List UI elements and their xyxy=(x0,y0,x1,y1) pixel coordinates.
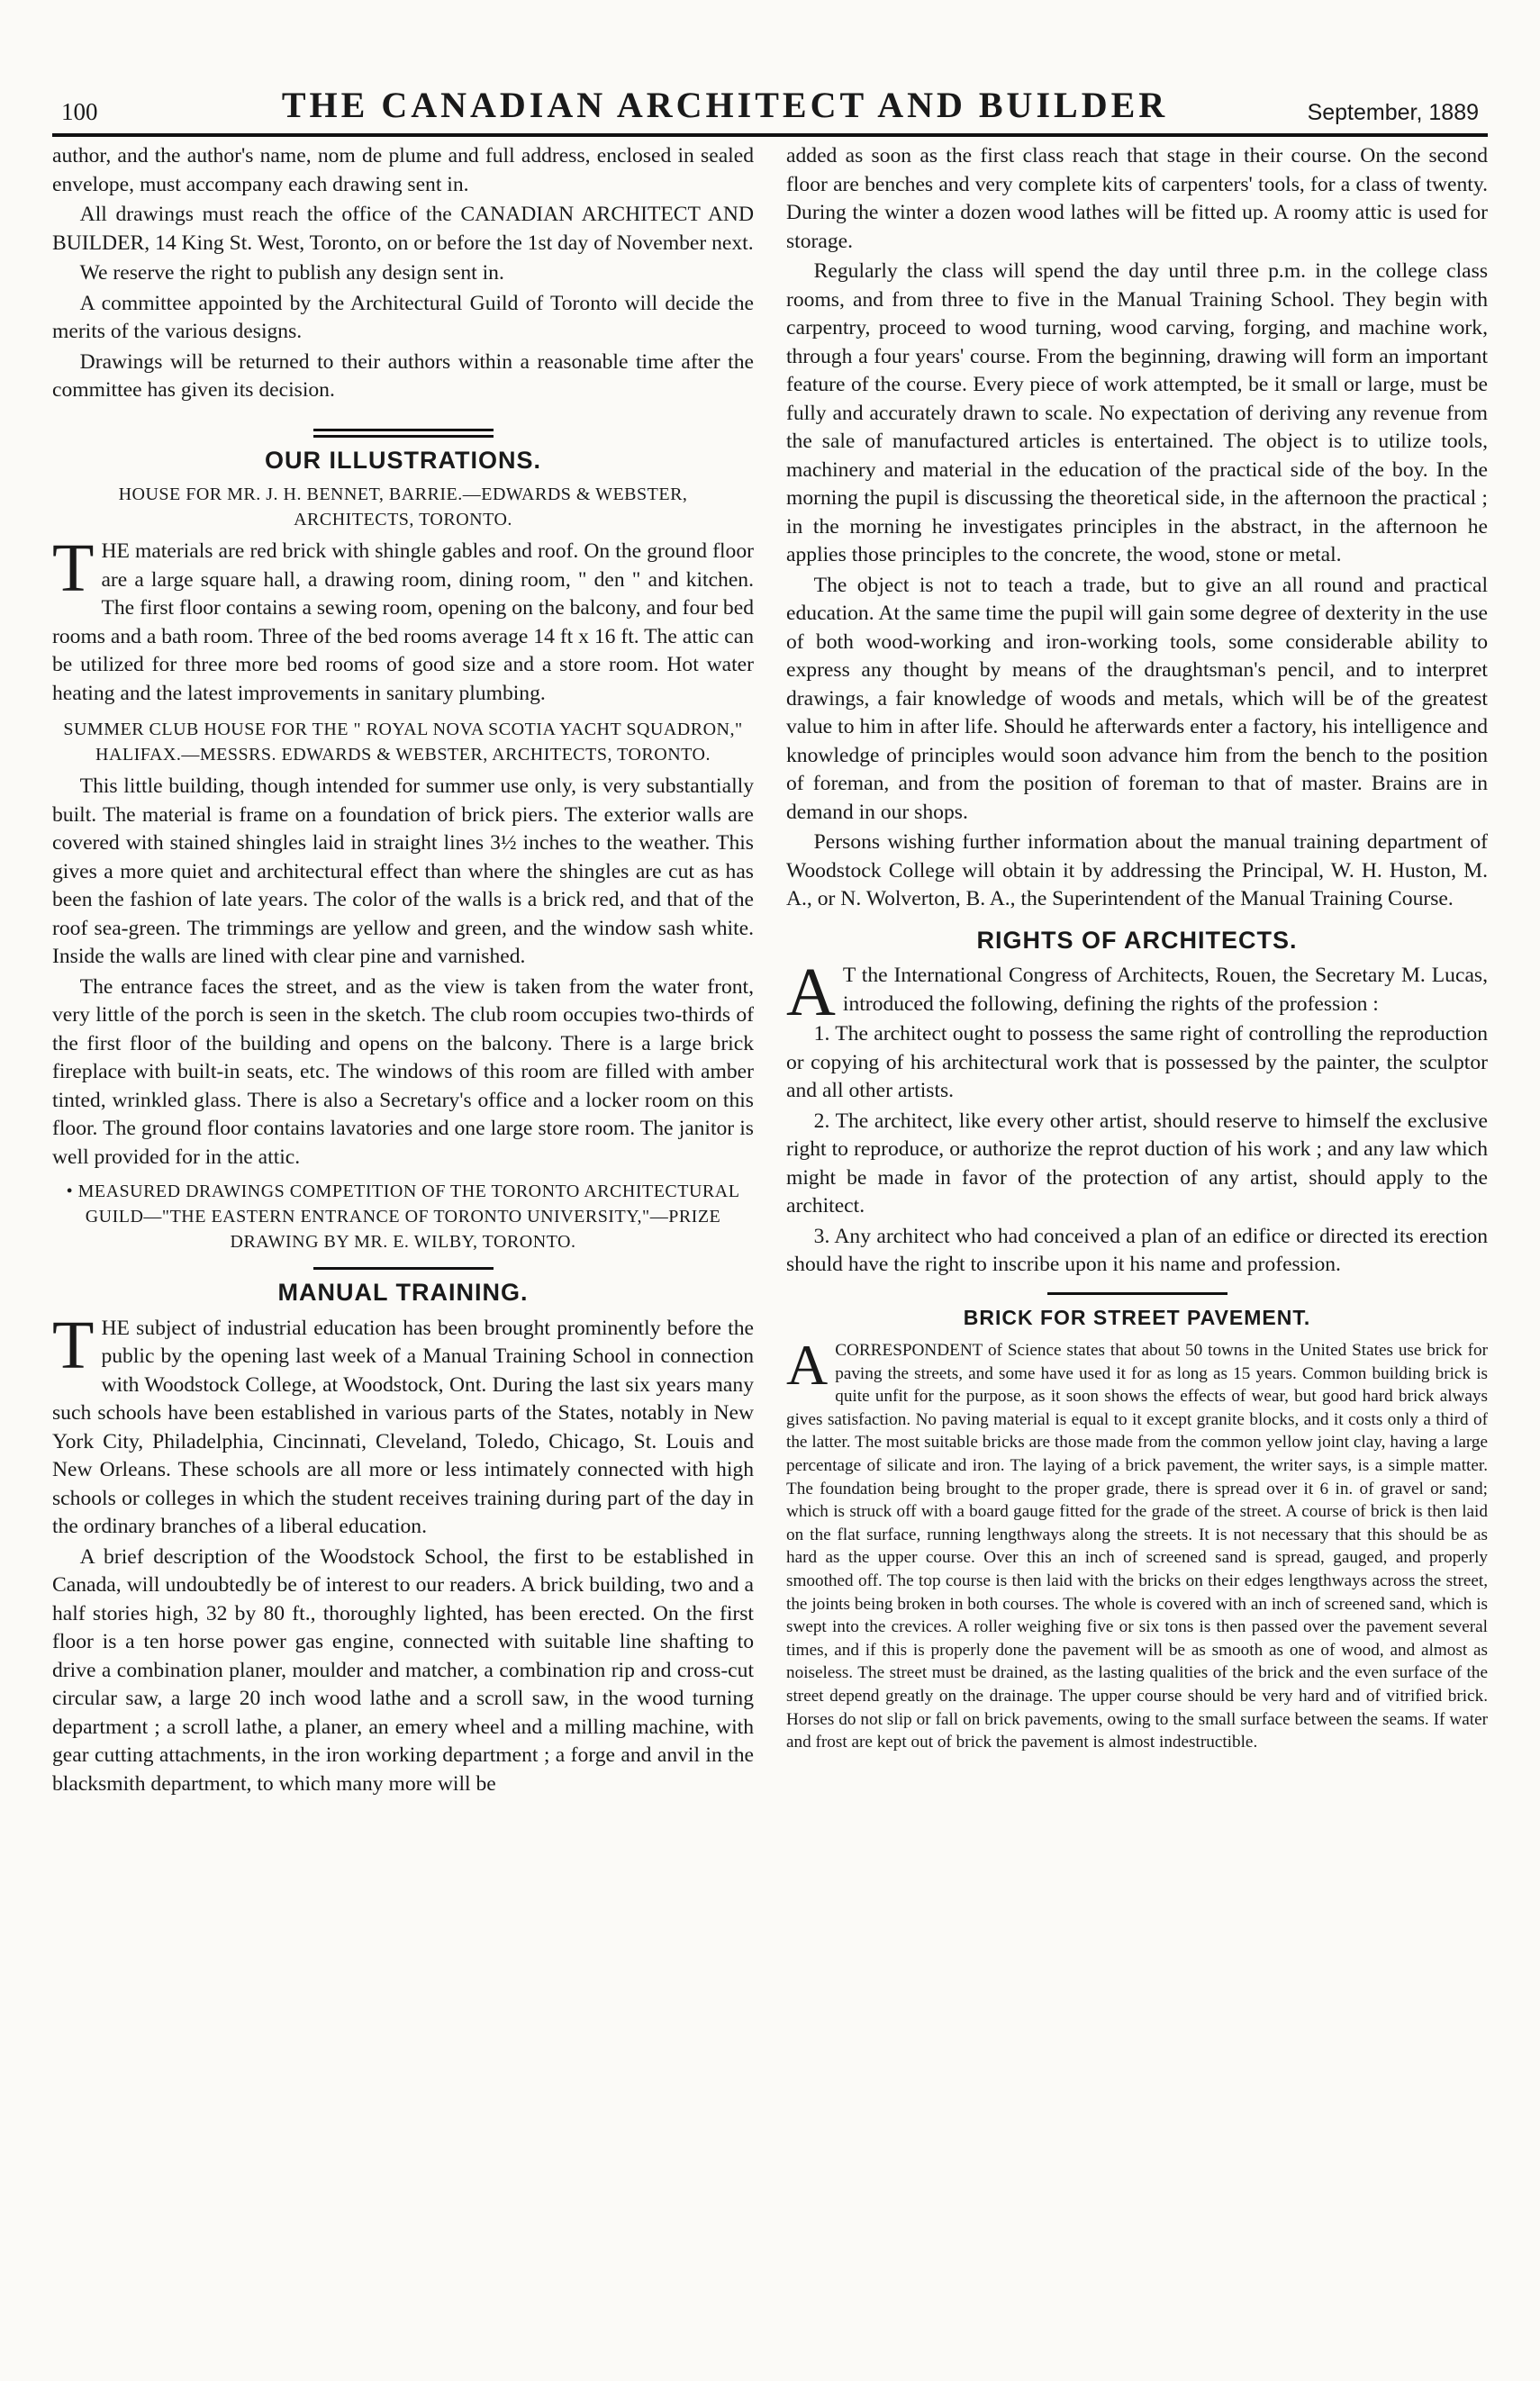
manual-paragraph: A brief description of the Woodstock School, the first to be established in Canada, will undoubtedly be of interest to our readers. A brick building, two and a half stories high, 32 by 80 ft., thoroughly lighted, has been erected. On the first floor is a ten horse power gas engine, connected with suitable line shafting to drive a combination planer, moulder and matcher, a combination rip and cross-cut circular saw, a large 20 inch wood lathe and a scroll saw, in the wood turning department ; a scroll lathe, a planer, an emery wheel and a milling machine, with gear cutting attachments, in the iron working department ; a forge and anvil in the blacksmith department, to which many more will be xyxy=(52,1544,754,1796)
section-divider xyxy=(313,429,494,438)
rights-item: 2. The architect, like every other artist, should reserve to himself the exclusive right to reproduce, or authorize the reprot duction of his work ; and any law which might be made in favor of the protection of any artist, should apply to the architect. xyxy=(786,1109,1488,1218)
drop-cap: A xyxy=(786,1333,829,1397)
issue-date: September, 1889 xyxy=(1307,100,1479,125)
intro-paragraph: author, and the author's name, nom de plume and full address, enclosed in sealed envelope, must accompany each drawing sent in. xyxy=(52,144,754,196)
section-divider xyxy=(313,1267,494,1270)
rights-item: 3. Any architect who had conceived a plan of an edifice or directed its erection should have the right to inscribe upon it his name and profession. xyxy=(786,1224,1488,1276)
columns xyxy=(52,142,1488,2367)
manual-title: MANUAL TRAINING. xyxy=(277,1279,529,1306)
rights-intro xyxy=(786,955,1488,1030)
intro-paragraph: A committee appointed by the Architectural Guild of Toronto will decide the merits of the various designs. xyxy=(52,291,754,343)
header-rule xyxy=(52,133,1488,137)
drop-cap: T xyxy=(52,530,95,606)
drop-cap: T xyxy=(52,1307,95,1383)
illustrations-title: OUR ILLUSTRATIONS. xyxy=(265,446,541,474)
club-heading: SUMMER CLUB HOUSE FOR THE " ROYAL NOVA SCOTIA YACHT SQUADRON," HALIFAX.—MESSRS. EDWARDS & WEBSTER, ARCHITECTS, TORONTO. xyxy=(63,720,743,765)
brick-text: CORRESPONDENT of Science states that about 50 towns in the United States use brick for paving the streets, and some have used it for as long as 15 years. Common building brick is quite unfit for the purpose, as it soon shows the effects of wear, but good hard brick always gives satisfaction. No paving material is equal to it except granite blocks, and it costs only a third of the latter. The most suitable bricks are those made from the common yellow joint clay, having a large percentage of silicate and iron. The laying of a brick pavement, the writer says, is a simple matter. The foundation being brought to the proper grade, there is spread over it 6 in. of gravel or sand; which is struck off with a board gauge fitted for the grade of the street. A course of brick is then laid on the flat surface, running lengthways along the streets. It is not necessary that this should be as hard as the upper course. Over this an inch of screened sand is spread, gauged, and properly smoothed off. The top course is then laid with the bricks on their edges lengthways across the street, the joints being broken in both courses. The whole is covered with an inch of screened sand, which is swept into the crevices. A roller weighing five or six tons is then passed over the pavement several times, and if this is properly done the pavement will be as smooth as one of wood, and almost as noiseless. The street must be drained, as the lasting qualities of the brick and the even surface of the street depend greatly on the drainage. The upper course should be very hard and of vitrified brick. Horses do not slip or fall on brick pavements, owing to the small surface between the seams. If water and frost are kept out of brick the pavement is almost indestructible. xyxy=(786,1341,1488,1752)
brick-paragraph xyxy=(786,1333,1488,1754)
house-heading: HOUSE FOR MR. J. H. BENNET, BARRIE.—EDWARDS & WEBSTER, ARCHITECTS, TORONTO. xyxy=(118,484,688,530)
brick-article xyxy=(786,1333,1488,1754)
manual-paragraph xyxy=(52,1307,754,1542)
page-header xyxy=(52,72,1488,126)
manual-text: HE subject of industrial education has been brought prominently before the public by the opening last week of a Manual Training School in connection with Woodstock College, at Woodstock, Ont. During the last six years many such schools have been established in various parts of the States, notably in New York City, Philadelphia, Cincinnati, Cleveland, Toledo, Chicago, St. Louis and New Orleans. These schools are all more or less intimately connected with high schools or colleges in which the student receives training during part of the day in the ordinary branches of a liberal education. xyxy=(52,1316,754,1538)
manual-continued-paragraph: Persons wishing further information about the manual training department of Woodstock College will obtain it by addressing the Principal, W. H. Huston, M. A., or N. Wolverton, B. A., the Superintendent of the Manual Training Course. xyxy=(786,830,1488,910)
page-number: 100 xyxy=(61,98,98,125)
intro-paragraph: Drawings will be returned to their authors within a reasonable time after the committee has given its decision. xyxy=(52,349,754,402)
rights-title: RIGHTS OF ARCHITECTS. xyxy=(976,926,1298,954)
left-column xyxy=(52,142,754,2367)
club-paragraph: The entrance faces the street, and as the view is taken from the water front, very little of the porch is seen in the sketch. The club room occupies two-thirds of the first floor of the building and opens on the balcony. There is a large brick fireplace with built-in seats, etc. The windows of this room are filled with amber tinted, wrinkled glass. There is also a Secretary's office and a locker room on this floor. The ground floor contains lavatories and one large store room. The janitor is well provided for in the attic. xyxy=(52,974,754,1169)
manual-continued-paragraph: The object is not to teach a trade, but to give an all round and practical education. At the same time the pupil will gain some degree of dexterity in the use of both wood-working and iron-working tools, some considerable ability to express any thought by means of the draughtsman's pencil, and to interpret drawings, a fair knowledge of woods and metals, which will be of the greatest value to him in after life. Should he afterwards enter a factory, his intelligence and knowledge of principles would soon advance him from the bench to the position of foreman, and from the position of foreman to that of master. Brains are in demand in our shops. xyxy=(786,573,1488,824)
measured-heading: • MEASURED DRAWINGS COMPETITION OF THE TORONTO ARCHITECTURAL GUILD—"THE EASTERN ENTRANCE OF TORONTO UNIVERSITY,"—PRIZE DRAWING BY MR. E. WILBY, TORONTO. xyxy=(66,1181,740,1252)
right-column xyxy=(786,142,1488,2367)
house-paragraph xyxy=(52,530,754,708)
rights-intro-text: T the International Congress of Architects, Rouen, the Secretary M. Lucas, introduced the following, defining the rights of the profession : xyxy=(842,964,1488,1016)
rights-item: 1. The architect ought to possess the same right of controlling the reproduction or copying of his architectural work that is possessed by the painter, the sculptor and all other artists. xyxy=(786,1022,1488,1102)
masthead-title: THE CANADIAN ARCHITECT AND BUILDER xyxy=(281,85,1169,125)
section-divider xyxy=(1047,1292,1227,1295)
manual-continued-paragraph: Regularly the class will spend the day until three p.m. in the college class rooms, and from three to five in the Manual Training School. They begin with carpentry, proceed to wood turning, wood carving, forging, and machine work, through a four years' course. From the beginning, drawing will form an important feature of the course. Every piece of work attempted, be it small or large, must be fully and accurately drawn to scale. No expectation of deriving any revenue from the sale of manufactured articles is entertained. The object is to utilize tools, machinery and material in the education of the practical side of the boy. In the morning the pupil is discussing the theoretical side, in the afternoon the practical ; in the morning he investigates principles in the abstract, in the afternoon he applies those principles to the concrete, the wood, stone or metal. xyxy=(786,259,1488,566)
intro-paragraph: All drawings must reach the office of the CANADIAN ARCHITECT AND BUILDER, 14 King St. West, Toronto, on or before the 1st day of November next. xyxy=(52,203,754,255)
brick-title: BRICK FOR STREET PAVEMENT. xyxy=(963,1305,1311,1329)
intro-paragraph: We reserve the right to publish any design sent in. xyxy=(79,261,504,285)
manual-continued-paragraph: added as soon as the first class reach that stage in their course. On the second floor are benches and very complete kits of carpenters' tools, for a class of twenty. During the winter a dozen wood lathes will be fitted up. A roomy attic is used for storage. xyxy=(786,144,1488,253)
drop-cap: A xyxy=(786,955,836,1030)
house-text: HE materials are red brick with shingle gables and roof. On the ground floor are a large square hall, a drawing room, dining room, " den " and kitchen. The first floor contains a sewing room, opening on the balcony, and four bed rooms and a bath room. Three of the bed rooms average 14 ft x 16 ft. The attic can be utilized for three more bed rooms of good size and a store room. Hot water heating and the latest improvements in sanitary plumbing. xyxy=(52,539,754,705)
club-paragraph: This little building, though intended for summer use only, is very substantially built. The material is frame on a foundation of brick piers. The exterior walls are covered with stained shingles laid in straight lines 3½ inches to the weather. This gives a more quiet and architectural effect than where the shingles are cut as has been the fashion of late years. The color of the walls is a brick red, and that of the roof sea-green. The trimmings are yellow and green, and the window sash white. Inside the walls are lined with clear pine and varnished. xyxy=(52,774,754,968)
